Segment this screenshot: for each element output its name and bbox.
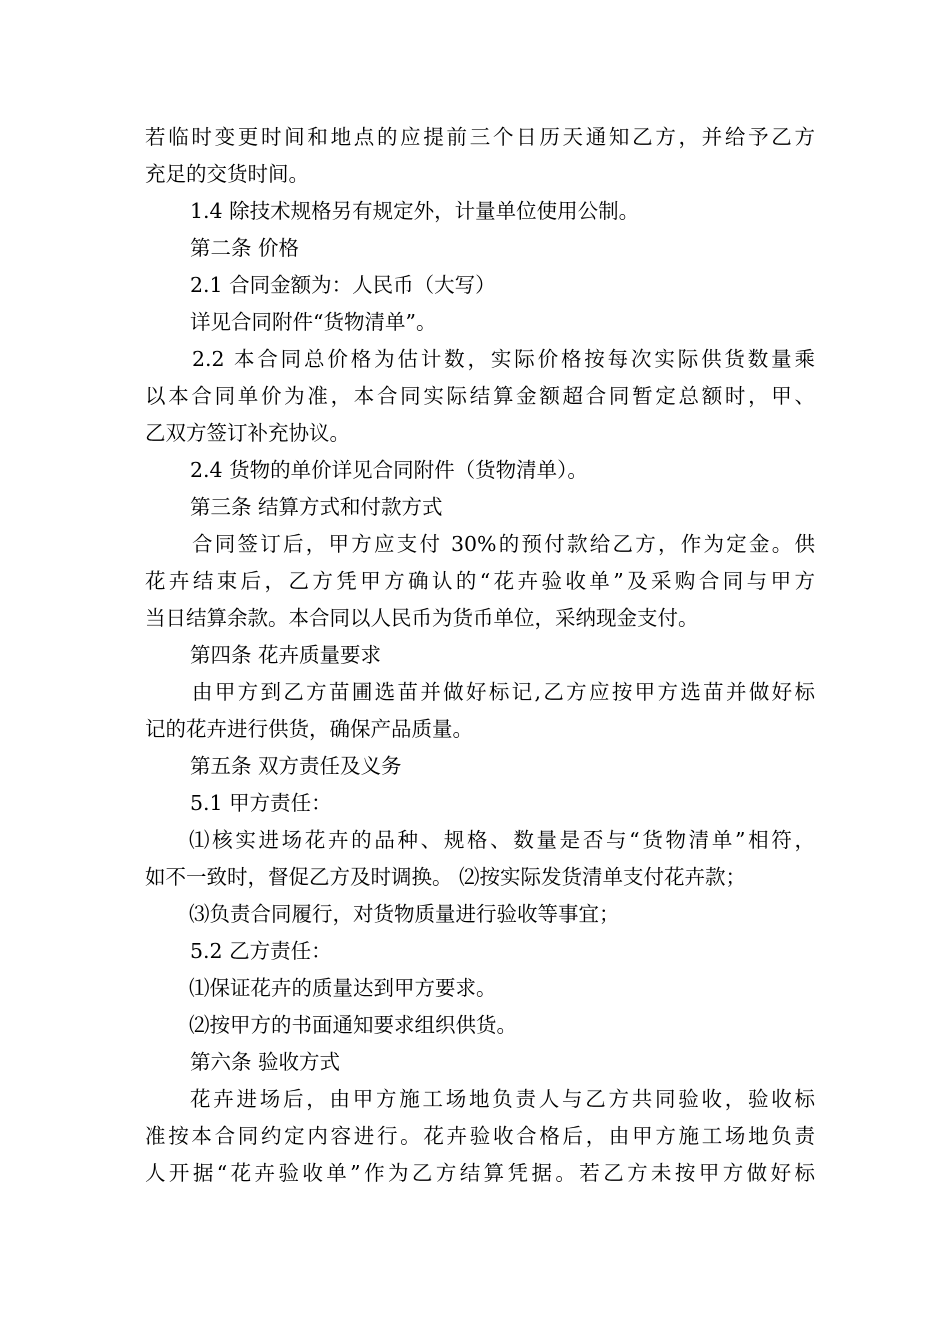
section-heading-6: 第六条 验收方式: [190, 1050, 341, 1074]
text-line: 人开据“花卉验收单”作为乙方结算凭据。若乙方未按甲方做好标: [145, 1161, 815, 1185]
text-line: 花卉进场后，由甲方施工场地负责人与乙方共同验收，验收标: [190, 1087, 815, 1111]
section-heading-5: 第五条 双方责任及义务: [190, 754, 402, 778]
clause-5-2: 5.2 乙方责任：: [190, 939, 332, 963]
clause-2-4: 2.4 货物的单价详见合同附件（货物清单）。: [190, 458, 588, 482]
text-line: 详见合同附件“货物清单”。: [190, 310, 437, 334]
section-heading-4: 第四条 花卉质量要求: [190, 643, 382, 667]
text-line: ⑴核实进场花卉的品种、规格、数量是否与“货物清单”相符，: [189, 828, 815, 852]
text-line: ⑶负责合同履行，对货物质量进行验收等事宜；: [189, 902, 620, 926]
text-line: 如不一致时，督促乙方及时调换。 ⑵按实际发货清单支付花卉款；: [145, 865, 747, 889]
clause-1-4: 1.4 除技术规格另有规定外，计量单位使用公制。: [190, 199, 640, 223]
text-line: ⑵按甲方的书面通知要求组织供货。: [189, 1013, 517, 1037]
text-line: 以本合同单价为准，本合同实际结算金额超合同暂定总额时，甲、: [145, 384, 815, 408]
text-line: 当日结算余款。本合同以人民币为货币单位，采纳现金支付。: [145, 606, 699, 630]
text-line: 花卉结束后，乙方凭甲方确认的“花卉验收单”及采购合同与甲方: [145, 569, 815, 593]
text-line: 乙双方签订补充协议。: [145, 421, 350, 445]
clause-2-2: 2.2 本合同总价格为估计数，实际价格按每次实际供货数量乘: [192, 347, 815, 371]
document-body: [145, 119, 815, 1192]
section-heading-2: 第二条 价格: [190, 236, 300, 260]
text-line: 若临时变更时间和地点的应提前三个日历天通知乙方，并给予乙方: [145, 125, 815, 149]
text-line: 准按本合同约定内容进行。花卉验收合格后，由甲方施工场地负责: [145, 1124, 815, 1148]
section-heading-3: 第三条 结算方式和付款方式: [190, 495, 443, 519]
text-line: 由甲方到乙方苗圃选苗并做好标记,乙方应按甲方选苗并做好标: [192, 680, 815, 704]
text-line: 合同签订后，甲方应支付 30%的预付款给乙方，作为定金。供: [192, 532, 815, 556]
text-line: ⑴保证花卉的质量达到甲方要求。: [189, 976, 497, 1000]
text-line: 充足的交货时间。: [145, 162, 309, 186]
clause-2-1: 2.1 合同金额为：人民币（大写）: [190, 273, 496, 297]
text-line: 记的花卉进行供货，确保产品质量。: [145, 717, 473, 741]
clause-5-1: 5.1 甲方责任：: [190, 791, 332, 815]
